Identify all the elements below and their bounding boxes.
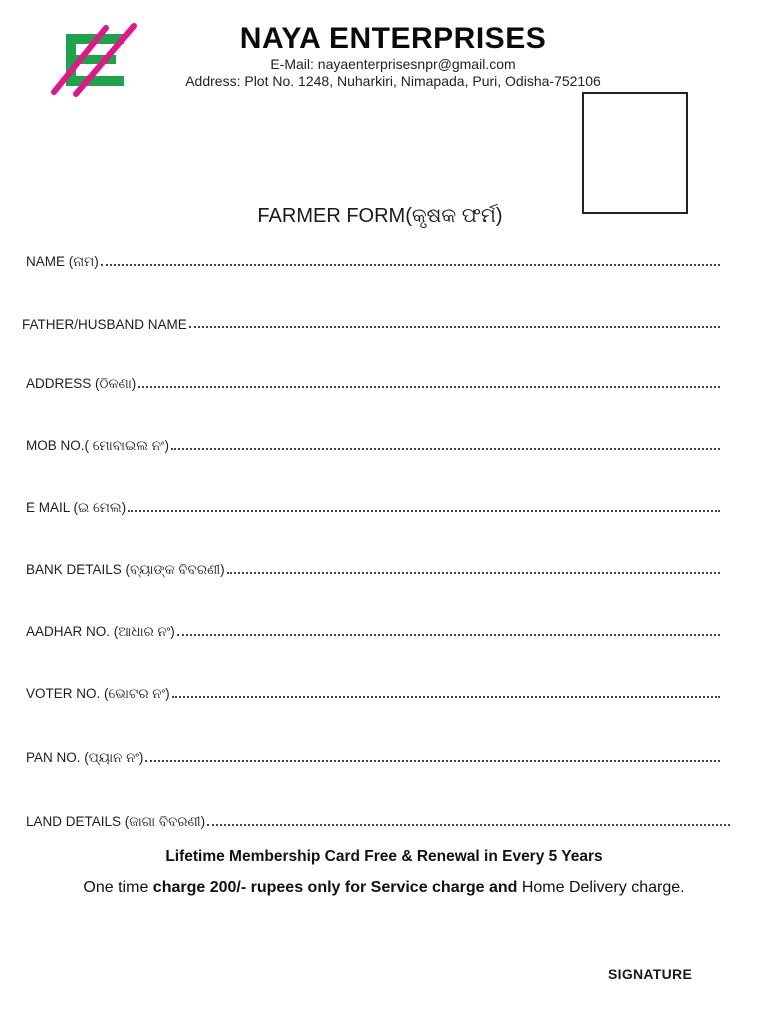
field-voter[interactable] — [26, 682, 720, 702]
field-label: BANK DETAILS (ବ୍ୟାଙ୍କ ବିବରଣୀ) — [26, 562, 225, 577]
bank-details-fill-line[interactable] — [227, 572, 720, 574]
field-label: AADHAR NO. (ଆଧାର ନଂ) — [26, 624, 175, 639]
field-label: PAN NO. (ପ୍ୟାନ ନଂ) — [26, 750, 144, 765]
land-details-fill-line[interactable] — [207, 824, 730, 826]
field-email[interactable] — [26, 496, 720, 516]
field-label: NAME (ନାମ) — [26, 254, 99, 269]
field-label: FATHER/HUSBAND NAME — [22, 317, 187, 332]
field-label: MOB NO.( ମୋବାଇଲ ନଂ) — [26, 438, 169, 453]
field-name[interactable] — [26, 250, 720, 270]
field-bank-details[interactable] — [26, 558, 720, 578]
form-title: FARMER FORM(କୃଷକ ଫର୍ମ) — [257, 205, 503, 227]
field-label: ADDRESS (ଠିକଣା) — [26, 376, 137, 391]
name-fill-line[interactable] — [101, 264, 720, 266]
field-aadhar[interactable] — [26, 620, 720, 640]
charge-prefix: One time — [83, 879, 149, 896]
field-father-husband-name[interactable] — [22, 312, 720, 332]
company-address: Address: Plot No. 1248, Nuharkiri, Nimapada, Puri, Odisha-752106 — [185, 73, 601, 89]
pan-fill-line[interactable] — [145, 760, 720, 762]
voter-fill-line[interactable] — [172, 696, 720, 698]
mobile-fill-line[interactable] — [171, 448, 720, 450]
field-mobile[interactable] — [26, 434, 720, 454]
field-address[interactable] — [26, 372, 720, 392]
email-fill-line[interactable] — [128, 510, 720, 512]
company-email: E-Mail: nayaenterprisesnpr@gmail.com — [270, 56, 516, 72]
field-land-details[interactable] — [26, 810, 730, 830]
address-fill-line[interactable] — [138, 386, 720, 388]
father-husband-fill-line[interactable] — [189, 326, 720, 328]
photo-box[interactable] — [582, 92, 688, 214]
field-label: VOTER NO. (ଭୋଟର ନଂ) — [26, 686, 170, 701]
membership-notice: Lifetime Membership Card Free & Renewal in Every 5 Years — [165, 848, 603, 865]
charge-notice — [0, 879, 768, 897]
aadhar-fill-line[interactable] — [177, 634, 720, 636]
charge-suffix: Home Delivery charge. — [521, 879, 685, 896]
company-name: NAYA ENTERPRISES — [239, 22, 547, 55]
signature-label: SIGNATURE — [608, 966, 693, 982]
field-pan[interactable] — [26, 746, 720, 766]
field-label: E MAIL (ଇ ମେଲ) — [26, 500, 127, 515]
field-label: LAND DETAILS (ଜାଗା ବିବରଣୀ) — [26, 814, 206, 829]
charge-bold: charge 200/- rupees only for Service charge and — [152, 879, 518, 896]
company-logo-icon — [48, 22, 142, 98]
